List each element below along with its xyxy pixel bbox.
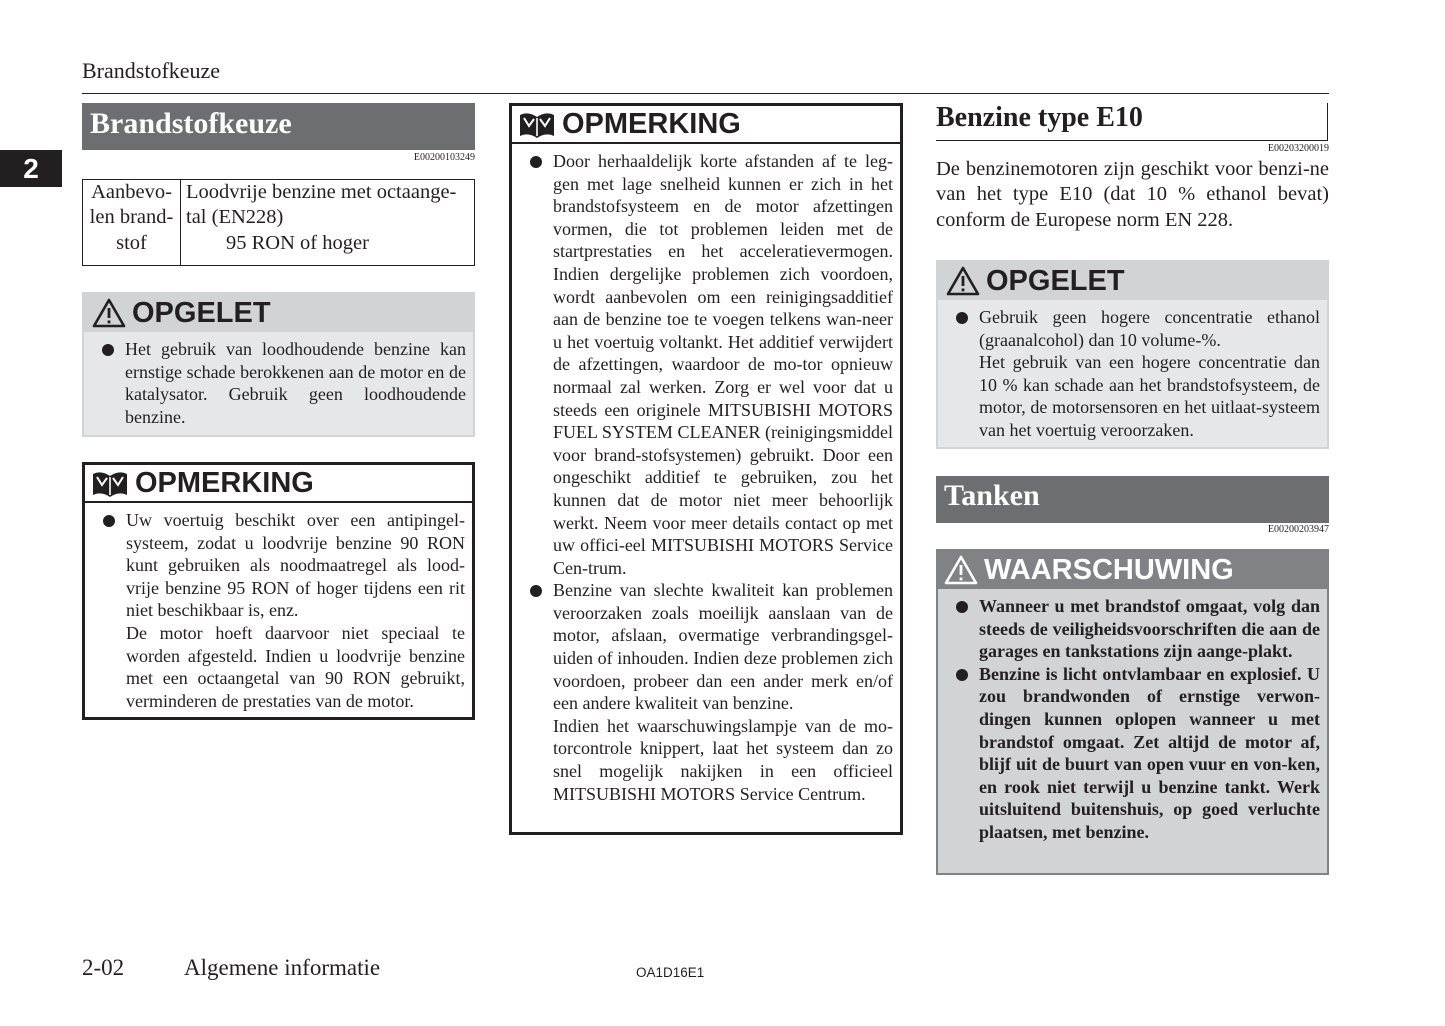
bullet-dot <box>956 601 968 613</box>
caution-header <box>84 294 473 332</box>
spec-label: Aanbevo-len brand-stof <box>89 181 174 254</box>
table-row <box>83 180 475 266</box>
list-item <box>512 579 893 805</box>
note-continuation: De motor hoeft daarvoor niet speciaal te worden afgesteld. Indien u loodvrije benzine met een octaangetal van 90 RON gebruikt, verminderen de prestaties van de motor. <box>126 622 465 711</box>
warning-header <box>938 551 1327 589</box>
caution-header <box>938 262 1327 300</box>
bullet-dot <box>530 585 542 597</box>
notebook-icon <box>91 468 129 498</box>
section-code: E00200203947 <box>1267 524 1329 535</box>
header-rule <box>82 93 1329 94</box>
subsection-title: Benzine type E10 <box>936 102 1143 133</box>
warning-triangle-icon <box>92 298 126 328</box>
section-code: E00200103249 <box>413 152 475 163</box>
note-title: OPMERKING <box>135 466 314 499</box>
caution-box-ethanol <box>936 260 1329 449</box>
caution-body <box>938 300 1327 448</box>
warning-text: Benzine is licht ontvlambaar en explosief. U zou brandwonden of ernstige verwon-dingen kunnen oplopen wanneer u met brandstof omgaat. Zet altijd de motor af, blijf uit de buurt van open vuur en von-ken, en rook niet terwijl u benzine tankt. Werk uitsluitend buitenshuis, op goed verluchte plaatsen, met benzine. <box>979 663 1320 842</box>
e10-paragraph: De benzinemotoren zijn geschikt voor benzi-ne van het type E10 (dat 10 % ethanol bevat) conform de Europese norm EN 228. <box>936 158 1329 231</box>
section-heading-brandstofkeuze: Brandstofkeuze <box>82 103 475 150</box>
caution-box-leaded <box>82 292 475 437</box>
bullet-dot <box>956 312 968 324</box>
note-header <box>512 106 900 144</box>
note-body <box>85 503 472 718</box>
note-text: Uw voertuig beschikt over een antipingel-systeem, zodat u loodvrije benzine 90 RON kunt gebruiken als noodmaatregel als lood-vrije benzine 95 RON of hoger tijdens een rit niet beschikbaar is, enz. <box>126 510 465 621</box>
note-title: OPMERKING <box>562 107 741 140</box>
notebook-icon <box>518 109 556 139</box>
spec-value-line2: 95 RON of hoger <box>226 231 369 254</box>
list-item <box>512 150 893 579</box>
warning-triangle-icon <box>944 555 978 585</box>
list-item <box>85 509 465 712</box>
bullet-dot <box>102 344 114 356</box>
section-code: E00203200019 <box>1267 143 1329 154</box>
note-continuation: Indien het waarschuwingslampje van de mo-torcontrole knippert, laat het systeem dan zo snel mogelijk nakijken in een officieel MITSUBISHI MOTORS Service Centrum. <box>553 715 893 804</box>
spec-label-cell <box>83 180 181 266</box>
subsection-heading-e10 <box>936 103 1328 141</box>
caution-text: Het gebruik van loodhoudende benzine kan ernstige schade berokkenen aan de motor en de katalysator. Gebruik geen loodhoudende benzine. <box>125 339 466 427</box>
caution-text: Gebruik geen hogere concentratie ethanol (graanalcohol) dan 10 volume-%. <box>979 307 1320 350</box>
bullet-dot <box>956 669 968 681</box>
running-head: Brandstofkeuze <box>82 58 221 83</box>
note-box-deposits <box>509 103 903 835</box>
chapter-tab: 2 <box>0 150 62 187</box>
spec-value-line1: Loodvrije benzine met octaange-tal (EN228) <box>186 181 457 229</box>
list-item <box>84 338 466 428</box>
warning-title: WAARSCHUWING <box>984 553 1234 586</box>
chapter-title: Algemene informatie <box>184 955 381 980</box>
bullet-dot <box>530 156 542 168</box>
warning-text: Wanneer u met brandstof omgaat, volg dan steeds de veiligheidsvoorschriften die aan de garages en tankstations zijn aange-plakt. <box>979 596 1320 662</box>
list-item <box>938 663 1320 844</box>
caution-body <box>84 332 473 434</box>
page-number: 2-02 <box>82 955 125 980</box>
document-code: OA1D16E1 <box>636 965 705 980</box>
list-item <box>938 595 1320 663</box>
note-header <box>85 465 472 503</box>
list-item <box>938 306 1320 442</box>
warning-body <box>938 589 1327 850</box>
section-heading-tanken: Tanken <box>936 476 1329 523</box>
caution-title: OPGELET <box>986 264 1125 297</box>
bullet-dot <box>103 515 115 527</box>
note-text: Door herhaaldelijk korte afstanden af te leg-gen met lage snelheid kunnen er zich in het brandstofsysteem en de motor afzettingen vormen, die tot problemen leiden met de startprestaties en het acceleratievermogen. Indien dergelijke problemen zich voordoen, wordt aanbevolen om een reinigingsadditief aan de benzine toe te voegen telkens wan-neer u het voertuig voltankt. Het additief verwijdert de afzettingen, waardoor de mo-tor opnieuw normaal zal werken. Zorg er wel voor dat u steeds een originele MITSUBISHI MOTORS FUEL SYSTEM CLEANER (reinigingsmiddel voor brand-stofsystemen) gebruikt. Door een ongeschikt additief te gebruiken, zou het kunnen dat de motor niet meer behoorlijk werkt. Neem voor meer details contact op met uw offici-eel MITSUBISHI MOTORS Service Cen-trum. <box>553 151 893 578</box>
warning-triangle-icon <box>946 266 980 296</box>
warning-box-fuel <box>936 549 1329 875</box>
note-text: Benzine van slechte kwaliteit kan problemen veroorzaken zoals moeilijk aanslaan van de motor, afslaan, overmatige verbrandingsgel-uiden of inhouden. Indien deze problemen zich voordoen, probeer dan een ander merk en/of een andere kwaliteit van benzine. <box>553 580 893 714</box>
fuel-spec-table <box>82 179 475 266</box>
note-body <box>512 144 900 811</box>
caution-title: OPGELET <box>132 296 271 329</box>
spec-value-cell <box>181 180 475 266</box>
note-box-antiknock <box>82 462 475 720</box>
caution-continuation: Het gebruik van een hogere concentratie dan 10 % kan schade aan het brandstofsysteem, de motor, de motorsensoren en het uitlaat-systeem van het voertuig veroorzaken. <box>979 352 1320 440</box>
